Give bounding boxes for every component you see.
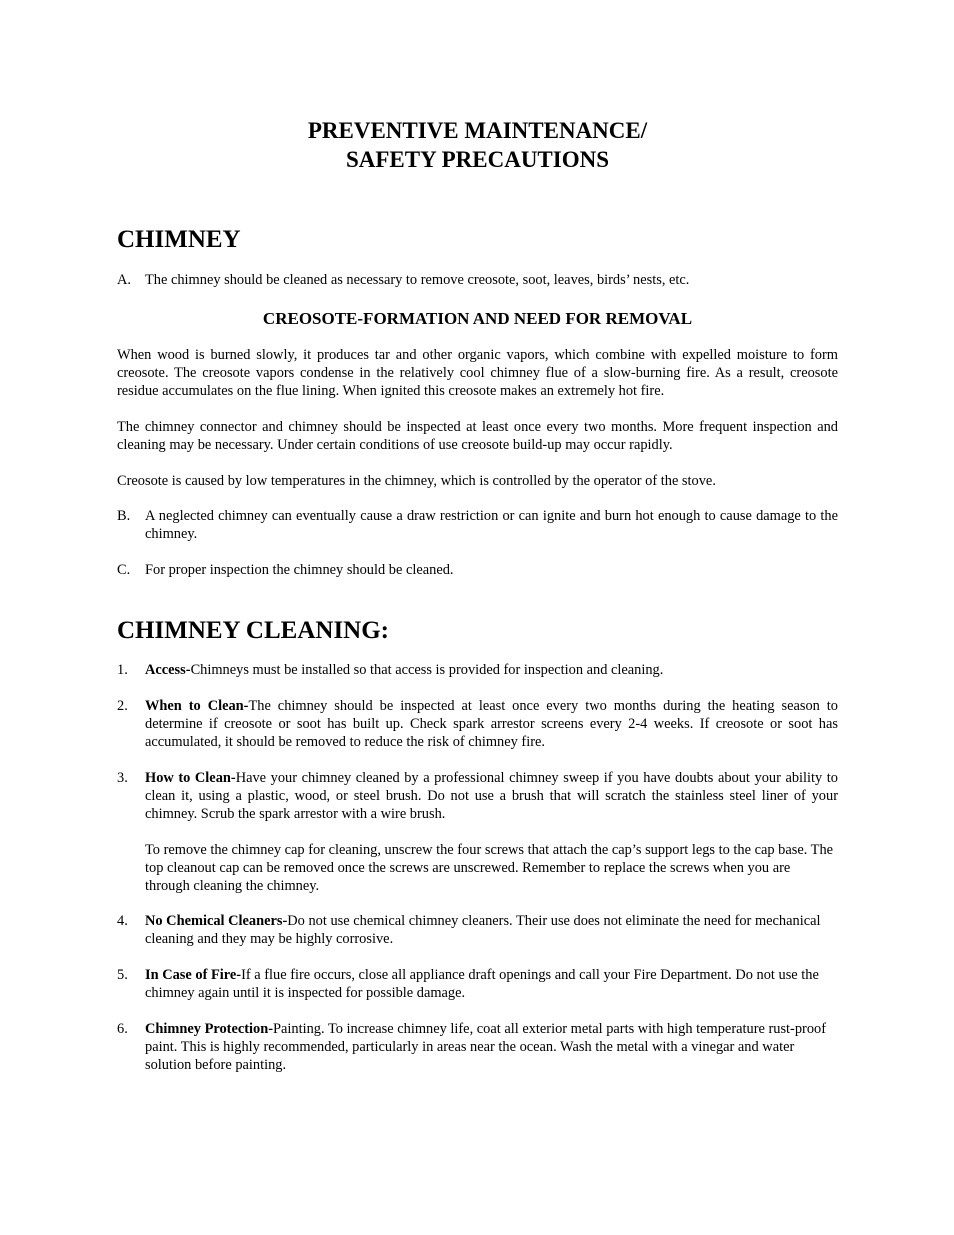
- item-label: How to Clean-: [145, 770, 236, 786]
- item-body: If a flue fire occurs, close all appliance draft openings and call your Fire Department. Do not use the chimney again until it is inspected for possible damage.: [145, 967, 819, 1001]
- cleaning-item-2: [117, 697, 838, 751]
- cleaning-item-5: [117, 966, 838, 1002]
- list-item-text: To remove the chimney cap for cleaning, unscrew the four screws that attach the cap’s support legs to the cap base. The top cleanout cap can be removed once the screws are unscrewed. Remember to replace the screws when you are through cleaning the chimney.: [145, 842, 834, 894]
- item-label: Chimney Protection-: [145, 1021, 274, 1037]
- list-marker: 3.: [117, 770, 128, 786]
- title-line-2: SAFETY PRECAUTIONS: [345, 147, 610, 172]
- list-marker: B.: [117, 508, 131, 524]
- cleaning-item-3: [117, 769, 838, 823]
- list-item-text: [145, 697, 838, 751]
- item-body: Painting. To increase chimney life, coat all exterior metal parts with high temperature rust-proof paint. This is highly recommended, particularly in areas near the ocean. Wash the metal with a vinegar and water solution before painting.: [145, 1021, 827, 1073]
- cleaning-item-3-continued: [117, 841, 838, 895]
- list-marker: 5.: [117, 967, 128, 983]
- list-item-text: [145, 912, 838, 948]
- item-label: Access-: [145, 662, 191, 678]
- section-heading-chimney: CHIMNEY: [117, 226, 241, 253]
- list-item-text: The chimney should be cleaned as necessary to remove creosote, soot, leaves, birds’ nests, etc.: [145, 272, 690, 288]
- item-label: In Case of Fire-: [145, 967, 242, 983]
- list-item-b: [117, 507, 838, 543]
- cleaning-item-6: [117, 1020, 838, 1074]
- list-item-text: [145, 661, 838, 679]
- list-item-text: A neglected chimney can eventually cause a draw restriction or can ignite and burn hot enough to cause damage to the chimney.: [145, 508, 838, 542]
- list-item-c: [117, 561, 838, 579]
- list-marker: A.: [117, 272, 131, 288]
- item-body: Do not use chemical chimney cleaners. Their use does not eliminate the need for mechanical cleaning and they may be highly corrosive.: [145, 913, 821, 947]
- list-marker: 1.: [117, 662, 128, 678]
- item-label: When to Clean-: [145, 698, 249, 714]
- list-marker: C.: [117, 562, 131, 578]
- title-line-1: PREVENTIVE MAINTENANCE/: [307, 118, 648, 143]
- list-item-text: [145, 966, 838, 1002]
- item-body: Chimneys must be installed so that access is provided for inspection and cleaning.: [190, 662, 664, 678]
- cleaning-item-1: [117, 661, 838, 679]
- list-item-text: [145, 769, 838, 823]
- list-item-text: For proper inspection the chimney should be cleaned.: [145, 562, 454, 578]
- paragraph-creosote-cause: Creosote is caused by low temperatures in the chimney, which is controlled by the operator of the stove.: [117, 473, 716, 489]
- item-label: No Chemical Cleaners-: [145, 913, 288, 929]
- list-marker: 4.: [117, 913, 128, 929]
- item-body: Have your chimney cleaned by a professional chimney sweep if you have doubts about your ability to clean it, using a plastic, wood, or steel brush. Do not use a brush that will scratch the stainless steel liner of your chimney. Scrub the spark arrestor with a wire brush.: [145, 770, 838, 822]
- cleaning-item-4: [117, 912, 838, 948]
- paragraph-inspection: The chimney connector and chimney should be inspected at least once every two months. More frequent inspection and cleaning may be necessary. Under certain conditions of use creosote build-up may occur rapidly.: [117, 419, 838, 453]
- item-body: The chimney should be inspected at least once every two months during the heating season to determine if creosote or soot has built up. Check spark arrestor screens every 2-4 weeks. If creosote or soot has accumulated, it should be removed to reduce the risk of chimney fire.: [145, 698, 838, 750]
- list-item-a: [117, 271, 838, 289]
- list-item-text: [145, 1020, 838, 1074]
- list-marker: 6.: [117, 1021, 128, 1037]
- paragraph-creosote-formation: When wood is burned slowly, it produces tar and other organic vapors, which combine with expelled moisture to form creosote. The creosote vapors condense in the relatively cool chimney flue of a slow-burning fire. As a result, creosote residue accumulates on the flue lining. When ignited this creosote makes an extremely hot fire.: [117, 347, 838, 399]
- subheading-creosote: CREOSOTE-FORMATION AND NEED FOR REMOVAL: [262, 309, 693, 328]
- list-marker: 2.: [117, 698, 128, 714]
- section-heading-chimney-cleaning: CHIMNEY CLEANING:: [117, 617, 389, 644]
- document-title: [117, 116, 838, 174]
